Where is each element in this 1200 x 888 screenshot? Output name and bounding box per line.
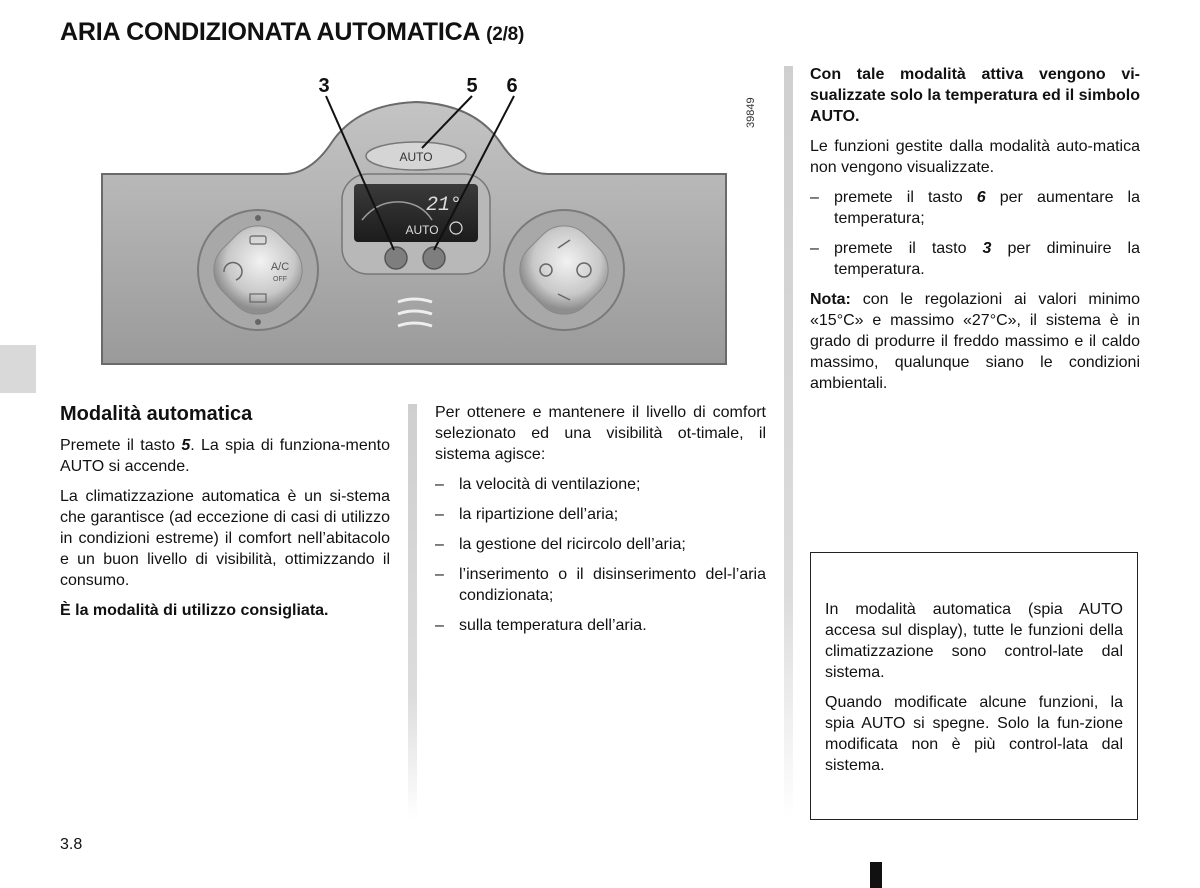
figure-code xyxy=(740,72,760,132)
callout-5: 5 xyxy=(466,75,478,97)
dash: – xyxy=(435,617,444,634)
dash: – xyxy=(435,506,444,523)
list-item xyxy=(435,564,766,606)
item2-text-b: per diminuire la temperatura. xyxy=(834,240,1141,278)
column-divider-middle xyxy=(408,404,417,820)
callout-6: 6 xyxy=(506,75,518,97)
middle-column xyxy=(435,402,766,645)
item1-text-b: per aumentare la temperatura; xyxy=(834,189,1141,227)
list-item xyxy=(435,615,766,636)
title-part: (2/8) xyxy=(486,24,525,45)
left-paragraph-3: È la modalità di utilizzo consigliata. xyxy=(60,602,329,619)
note-paragraph xyxy=(810,289,1140,394)
left-column xyxy=(60,402,390,630)
note-label: Nota: xyxy=(810,291,851,308)
display-temperature: 21° xyxy=(425,194,463,217)
list-item-text: sulla temperatura dell’aria. xyxy=(459,617,647,634)
list-item xyxy=(435,474,766,495)
list-item xyxy=(810,238,1140,280)
info-box xyxy=(810,552,1138,820)
section-heading: Modalità automatica xyxy=(60,403,253,425)
item1-button-number: 6 xyxy=(976,189,986,206)
column-divider-right xyxy=(784,66,793,820)
list-item-text: la ripartizione dell’aria; xyxy=(459,506,619,523)
right-paragraph-1: Con tale modalità attiva vengono vi-sualizzate solo la temperatura ed il simbolo AUTO. xyxy=(810,66,1140,125)
ac-label: A/C xyxy=(270,261,290,273)
left-paragraph-1 xyxy=(60,435,390,477)
dash: – xyxy=(435,476,444,493)
item1-text-a: premete il tasto xyxy=(834,189,977,206)
page-number: 3.8 xyxy=(60,836,83,853)
left-knob-bottom-dot xyxy=(255,319,261,325)
figure-code-text: 39849 xyxy=(745,97,757,128)
ac-off-label: OFF xyxy=(273,276,287,283)
temp-down-button xyxy=(385,247,407,269)
info-box-paragraph-2: Quando modificate alcune funzioni, la spia AUTO si spegne. Solo la fun-zione modificata non è più control-lata dal sistema. xyxy=(825,694,1123,774)
temp-up-button xyxy=(423,247,445,269)
left-knob-top-dot xyxy=(255,215,261,221)
note-text: con le regolazioni ai valori minimo «15°C» e massimo «27°C», il sistema è in grado di produrre il freddo massimo e il caldo massimo, qualunque siano le condizioni ambientali. xyxy=(810,291,1140,392)
page-title xyxy=(60,18,524,47)
title-main: ARIA CONDIZIONATA AUTOMATICA xyxy=(60,18,480,46)
dash: – xyxy=(810,189,819,206)
p1-button-number: 5 xyxy=(181,437,191,454)
list-item xyxy=(435,534,766,555)
info-box-paragraph-1: In modalità automatica (spia AUTO accesa sul display), tutte le funzioni della climatizzazione sono control-late dal sistema. xyxy=(825,601,1123,681)
auto-button-label: AUTO xyxy=(399,150,433,164)
page-edge-mark xyxy=(870,862,882,888)
item2-text-a: premete il tasto xyxy=(834,240,983,257)
list-item xyxy=(810,187,1140,229)
right-paragraph-2: Le funzioni gestite dalla modalità auto-matica non vengono visualizzate. xyxy=(810,138,1140,176)
callout-3: 3 xyxy=(318,75,330,97)
list-item-text xyxy=(834,187,1140,229)
dash: – xyxy=(810,240,819,257)
left-paragraph-2: La climatizzazione automatica è un si-stema che garantisce (ad eccezione di casi di utilizzo in condizioni estreme) il comfort nell’abitacolo e un buon livello di visibilità, ottimizzando il consumo. xyxy=(60,488,390,589)
list-item xyxy=(435,504,766,525)
dash: – xyxy=(435,566,444,583)
list-item-text: la gestione del ricircolo dell’aria; xyxy=(459,536,686,553)
right-column xyxy=(810,64,1140,403)
climate-panel-illustration xyxy=(96,70,736,370)
middle-intro: Per ottenere e mantenere il livello di comfort selezionato ed una visibilità ot-timale, il sistema agisce: xyxy=(435,404,766,463)
p1-text-b: . La spia di funziona-mento AUTO si accende. xyxy=(60,437,390,475)
item2-button-number: 3 xyxy=(982,240,992,257)
section-tab xyxy=(0,345,36,393)
list-item-text xyxy=(834,238,1140,280)
list-item-text: la velocità di ventilazione; xyxy=(459,476,641,493)
display-auto: AUTO xyxy=(405,223,439,237)
dash: – xyxy=(435,536,444,553)
list-item-text: l’inserimento o il disinserimento del-l’aria condizionata; xyxy=(459,566,766,604)
p1-text-a: Premete il tasto xyxy=(60,437,182,454)
